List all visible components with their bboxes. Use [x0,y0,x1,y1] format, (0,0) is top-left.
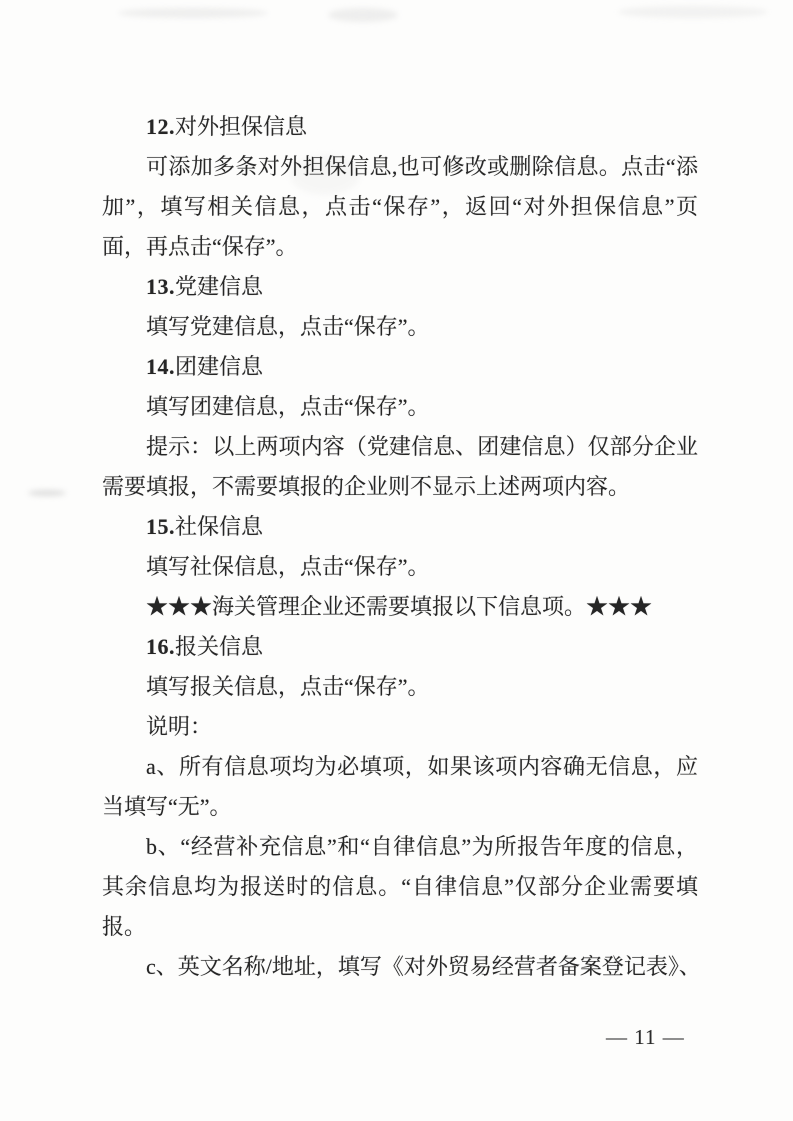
section-heading-14 [102,347,698,387]
section-number-15: 15. [146,514,175,539]
section-body-14: 填写团建信息，点击“保存”。 [146,394,430,419]
section-body-16: 填写报关信息，点击“保存”。 [146,674,430,699]
page-number: — 11 — [606,1025,685,1049]
section-heading-16 [102,627,698,667]
section-title-16: 报关信息 [175,634,264,659]
stars-line: ★★★海关管理企业还需要填报以下信息项。★★★ [146,594,653,619]
section-title-15: 社保信息 [175,514,264,539]
section-number-14: 14. [146,354,175,379]
section-title-13: 党建信息 [175,274,264,299]
section-body-12: 可添加多条对外担保信息,也可修改或删除信息。点击“添加”，填写相关信息，点击“保存”，返回“对外担保信息”页面，再点击“保存”。 [102,154,698,259]
document-text-block [102,107,701,987]
section-heading-13 [102,267,698,307]
scan-artifact [28,490,66,496]
section-number-13: 13. [146,274,175,299]
scan-artifact [328,8,398,22]
tip-paragraph: 提示：以上两项内容（党建信息、团建信息）仅部分企业需要填报，不需要填报的企业则不显示上述两项内容。 [102,434,698,499]
section-heading-15 [102,507,698,547]
note-item-b: b、“经营补充信息”和“自律信息”为所报告年度的信息，其余信息均为报送时的信息。“自律信息”仅部分企业需要填报。 [102,834,698,939]
section-body-13: 填写党建信息，点击“保存”。 [146,314,430,339]
scan-artifact [618,6,768,18]
section-body-15: 填写社保信息，点击“保存”。 [146,554,430,579]
section-title-12: 对外担保信息 [175,114,308,139]
notes-title: 说明： [146,714,213,739]
section-number-16: 16. [146,634,175,659]
section-title-14: 团建信息 [175,354,264,379]
section-number-12: 12. [146,114,175,139]
section-heading-12 [102,107,698,147]
note-item-a: a、所有信息项均为必填项，如果该项内容确无信息，应当填写“无”。 [102,754,698,819]
note-item-c: c、英文名称/地址，填写《对外贸易经营者备案登记表》、 [146,954,701,979]
scan-artifact [118,8,268,18]
